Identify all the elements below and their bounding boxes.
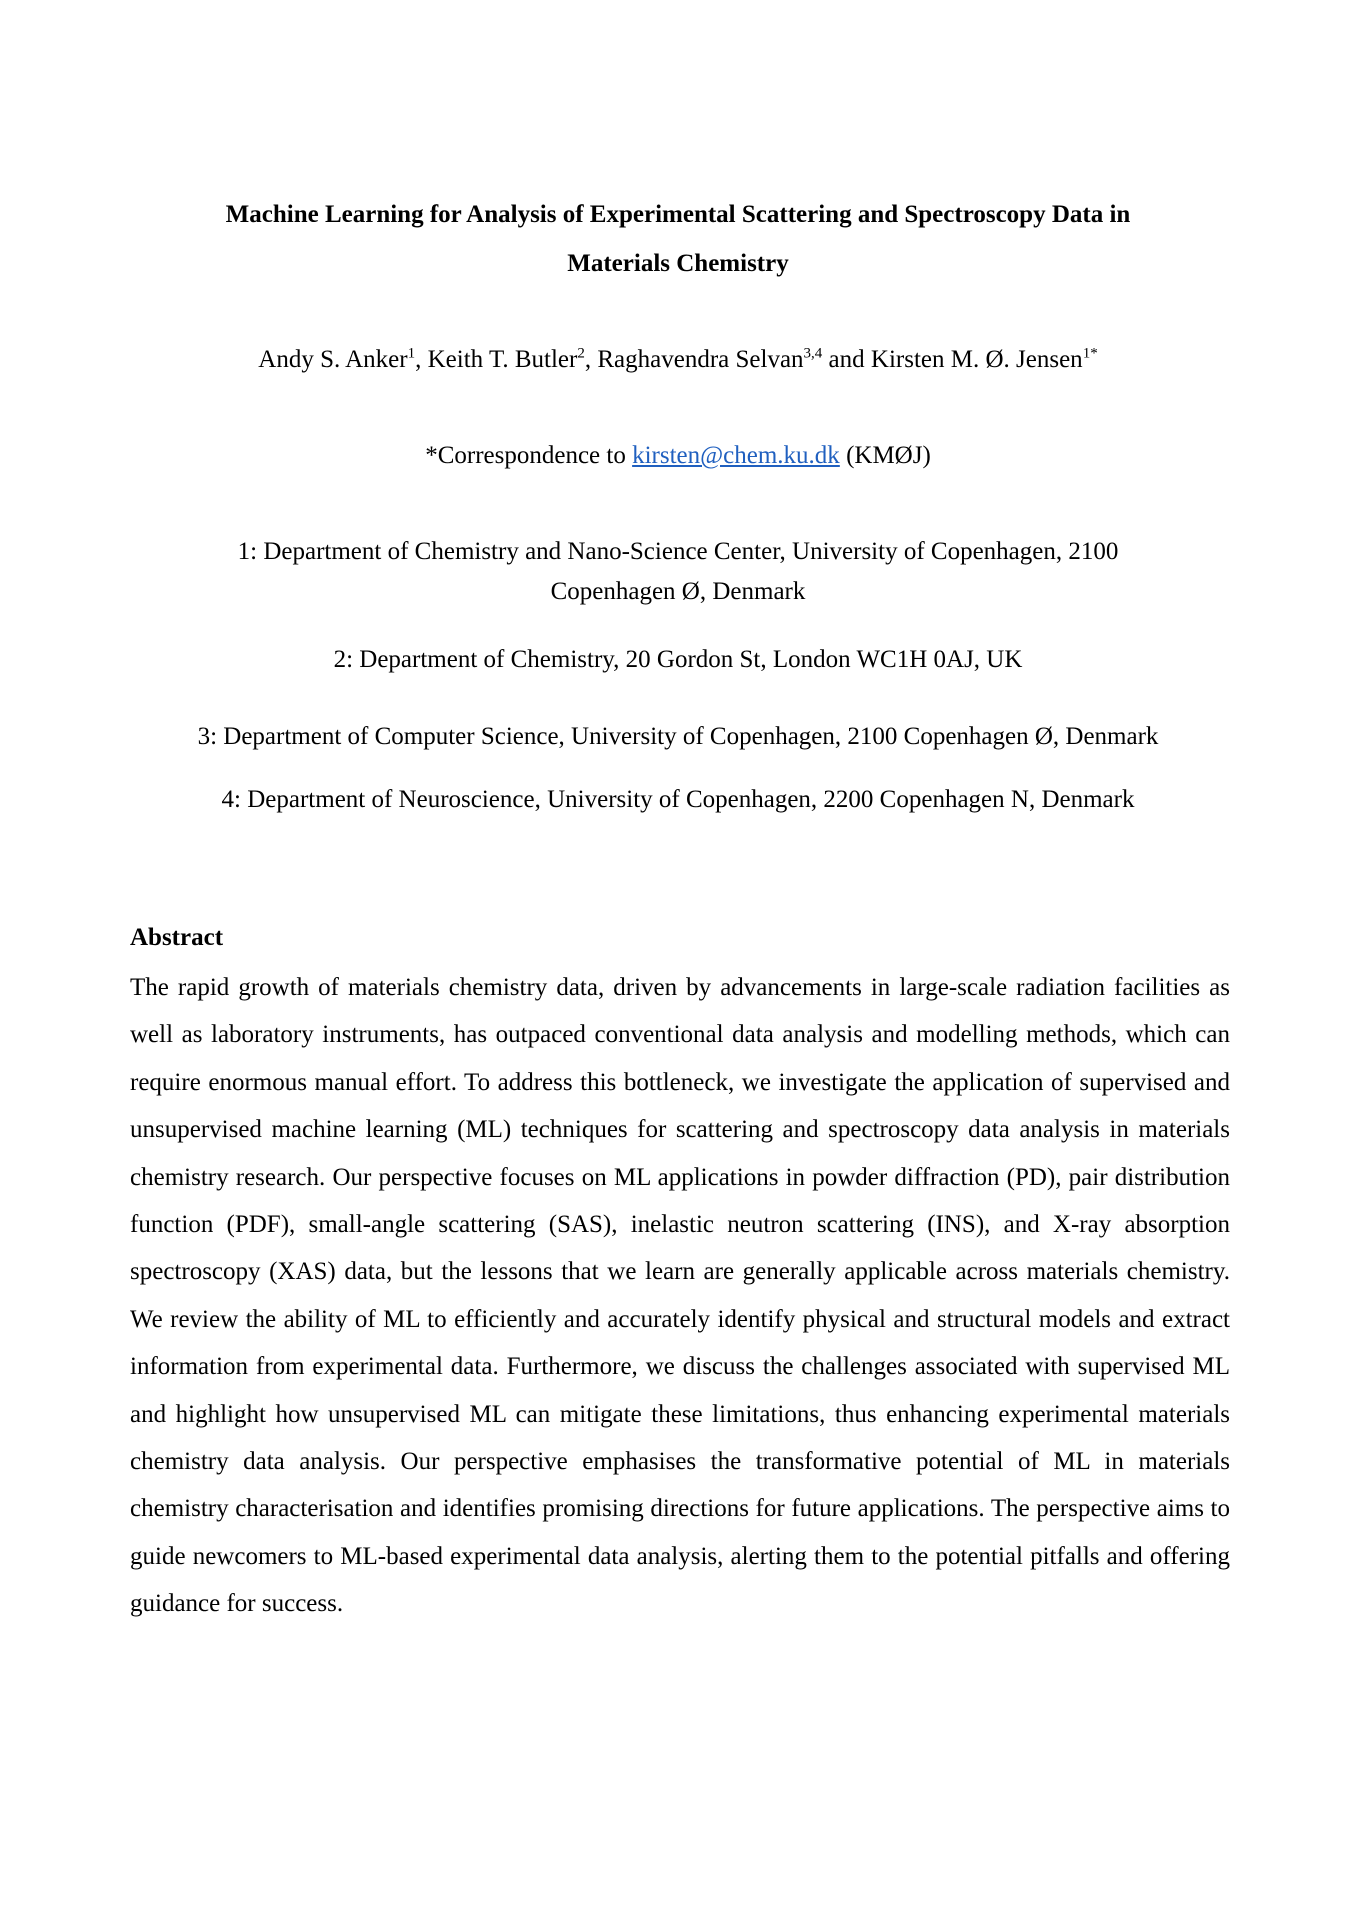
paper-title-line-1: Machine Learning for Analysis of Experimental Scattering and Spectroscopy Data in [225,201,1131,228]
affiliation-3: 3: Department of Computer Science, University of Copenhagen, 2100 Copenhagen Ø, Denmark [197,723,1159,750]
affiliation-1-line-1: 1: Department of Chemistry and Nano-Science Center, University of Copenhagen, 2100 [237,538,1119,565]
author-list [130,340,1226,380]
paper-title [130,190,1226,288]
correspondence-line [130,436,1226,476]
abstract-heading: Abstract [130,924,224,951]
author-affiliation-mark: 2 [577,345,585,362]
author-name: Kirsten M. Ø. Jensen [870,346,1083,373]
affiliation-1 [130,528,1226,608]
author-affiliation-mark: 3,4 [803,345,823,362]
author-name: Raghavendra Selvan [597,346,804,373]
author-name: Andy S. Anker [258,346,408,373]
author-separator: , [415,346,428,373]
correspondence-email-link[interactable]: kirsten@chem.ku.dk [632,442,840,469]
affiliation-1-line-2: Copenhagen Ø, Denmark [550,578,806,605]
affiliation-2: 2: Department of Chemistry, 20 Gordon St, London WC1H 0AJ, UK [333,646,1023,673]
correspondence-suffix: (KMØJ) [839,442,931,469]
correspondence-prefix: *Correspondence to [425,442,633,469]
affiliation-4: 4: Department of Neuroscience, University of Copenhagen, 2200 Copenhagen N, Denmark [221,786,1135,813]
paper-title-line-2: Materials Chemistry [567,250,789,277]
author-name: Keith T. Butler [427,346,578,373]
author-separator: and [822,346,871,373]
author-affiliation-mark: 1 [407,345,416,362]
abstract-body: The rapid growth of materials chemistry data, driven by advancements in large-scale radiation facilities as well as laboratory instruments, has outpaced conventional data analysis and modelling methods, which can require enormous manual effort. To address this bottleneck, we investigate the application of supervised and unsupervised machine learning (ML) techniques for scattering and spectroscopy data analysis in materials chemistry research. Our perspective focuses on ML applications in powder diffraction (PD), pair distribution function (PDF), small-angle scattering (SAS), inelastic neutron scattering (INS), and X-ray absorption spectroscopy (XAS) data, but the lessons that we learn are generally applicable across materials chemistry. We review the ability of ML to efficiently and accurately identify physical and structural models and extract information from experimental data. Furthermore, we discuss the challenges associated with supervised ML and highlight how unsupervised ML can mitigate these limitations, thus enhancing experimental materials chemistry data analysis. Our perspective emphasises the transformative potential of ML in materials chemistry characterisation and identifies promising directions for future applications. The perspective aims to guide newcomers to ML-based experimental data analysis, alerting them to the potential pitfalls and offering guidance for success. [130,974,1230,1618]
author-separator: , [584,346,598,373]
author-affiliation-mark: 1* [1082,345,1098,362]
